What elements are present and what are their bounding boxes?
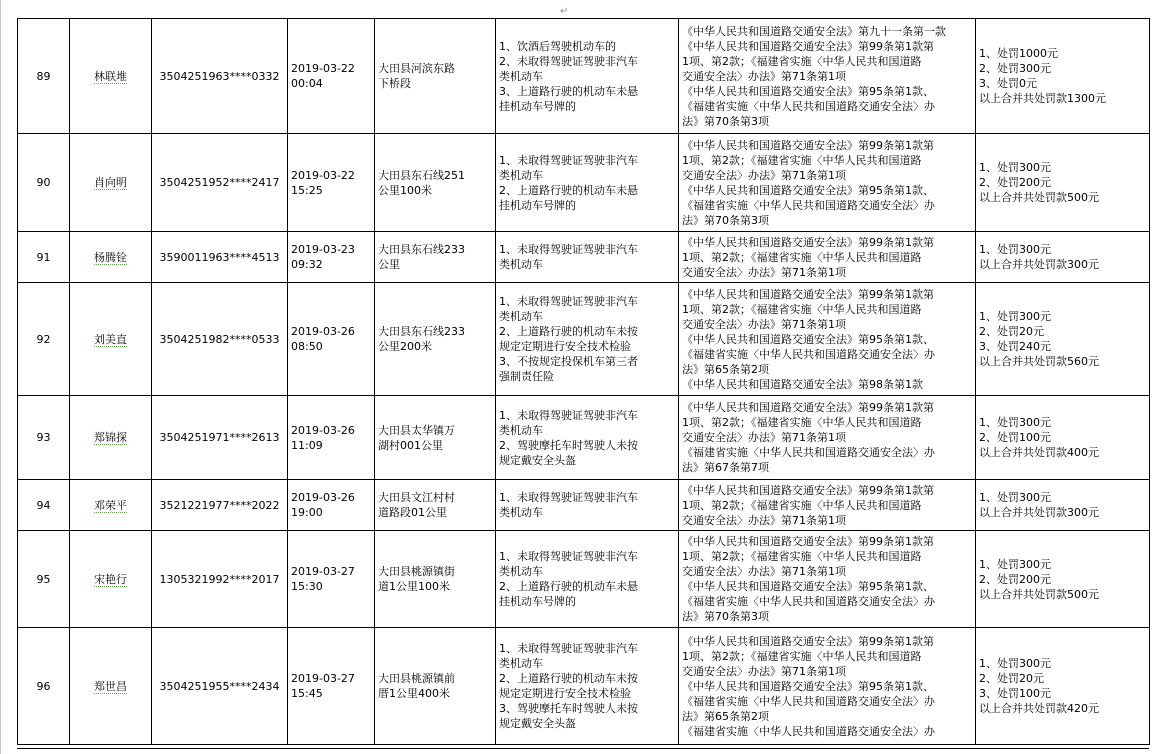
- text-line: 3、处罚240元: [979, 340, 1051, 353]
- text-line: 类机动车: [499, 657, 543, 670]
- text-line: 规定戴安全头盔: [499, 453, 576, 467]
- penalty-decision: [976, 283, 1150, 396]
- penalty-decision: [976, 396, 1150, 480]
- text-line: 1、处罚300元: [979, 491, 1051, 504]
- violation-place: [375, 232, 496, 283]
- legal-basis: [679, 134, 976, 232]
- text-line: 规定定期进行安全技术检验: [499, 340, 631, 353]
- row-number-text: 95: [36, 572, 51, 586]
- text-line: 《福建省实施〈中华人民共和国道路交通安全法〉办: [682, 347, 935, 361]
- penalty-table: [17, 18, 1150, 745]
- id-number: [152, 531, 288, 628]
- text-line: 厝1公里400米: [378, 687, 450, 700]
- text-line: 1、饮酒后驾驶机动车的: [499, 39, 616, 53]
- paragraph-mark: ↵: [560, 6, 569, 17]
- text-line: 2019-03-26: [291, 491, 355, 504]
- violation-time: [288, 19, 375, 134]
- text-line: 类机动车: [499, 69, 543, 83]
- table-row: [18, 531, 1150, 628]
- person-name: [70, 283, 152, 396]
- table-row: [18, 628, 1150, 745]
- text-line: 以上合并共处罚款420元: [979, 702, 1099, 715]
- table-row: [18, 480, 1150, 531]
- text-line: 公里100米: [378, 183, 432, 197]
- text-line: 《中华人民共和国道路交通安全法》第99条第1款第: [682, 483, 934, 497]
- text-line: 1项、第2款；《福建省实施〈中华人民共和国道路: [682, 153, 922, 167]
- text-line: 大田县太华镇万: [378, 423, 455, 437]
- person-name-text: 郑锦探: [94, 431, 127, 444]
- person-name-text: 杨腾铨: [94, 250, 127, 264]
- text-line: 1项、第2款；《福建省实施〈中华人民共和国道路: [682, 54, 922, 68]
- person-name-text: 郑世昌: [94, 679, 127, 693]
- text-line: 15:45: [291, 687, 323, 700]
- id-number-text: 3504251963****0332: [159, 69, 280, 83]
- violation-acts: [496, 283, 679, 396]
- text-line: 08:50: [291, 340, 323, 353]
- legal-basis: [679, 396, 976, 480]
- row-number: [18, 19, 70, 134]
- id-number-text: 3504251971****2613: [159, 431, 280, 444]
- violation-acts: [496, 232, 679, 283]
- text-line: 2、上道路行驶的机动车未按: [499, 325, 638, 338]
- text-line: 2、处罚20元: [979, 672, 1044, 685]
- id-number: [152, 480, 288, 531]
- text-line: 1、处罚300元: [979, 416, 1051, 429]
- text-line: 1、未取得驾驶证驾驶非汽车: [499, 491, 638, 504]
- text-line: 《中华人民共和国道路交通安全法》第99条第1款第: [682, 287, 934, 301]
- violation-place: [375, 19, 496, 134]
- text-line: 公里200米: [378, 340, 432, 353]
- text-line: 以上合并共处罚款500元: [979, 587, 1099, 601]
- text-line: 交通安全法〉办法》第71条第1项: [682, 565, 846, 578]
- text-line: 以上合并共处罚款400元: [979, 446, 1099, 459]
- text-line: 2、处罚300元: [979, 62, 1051, 75]
- row-number-text: 92: [36, 332, 51, 346]
- text-line: 1项、第2款；《福建省实施〈中华人民共和国道路: [682, 250, 922, 264]
- row-number-text: 94: [36, 498, 51, 512]
- text-line: 1项、第2款；《福建省实施〈中华人民共和国道路: [682, 416, 922, 429]
- text-line: 09:32: [291, 258, 323, 271]
- violation-place: [375, 283, 496, 396]
- text-line: 交通安全法〉办法》第71条第1项: [682, 664, 846, 678]
- text-line: 《中华人民共和国道路交通安全法》第99条第1款第: [682, 138, 934, 152]
- text-line: 1、处罚300元: [979, 243, 1051, 256]
- text-line: 法》第70条第3项: [682, 610, 769, 623]
- row-number: [18, 531, 70, 628]
- violation-place: [375, 531, 496, 628]
- id-number: [152, 628, 288, 745]
- text-line: 《福建省实施〈中华人民共和国道路交通安全法〉办: [682, 99, 935, 113]
- id-number-text: 1305321992****2017: [159, 572, 280, 586]
- text-line: 交通安全法〉办法》第71条第1项: [682, 265, 846, 279]
- text-line: 11:09: [291, 438, 323, 452]
- violation-place: [375, 480, 496, 531]
- text-line: 规定戴安全头盔: [499, 717, 576, 730]
- table-row: [18, 134, 1150, 232]
- table-row: [18, 19, 1150, 134]
- text-line: 法》第70条第3项: [682, 213, 769, 227]
- text-line: 《中华人民共和国道路交通安全法》第99条第1款第: [682, 39, 934, 53]
- penalty-decision: [976, 628, 1150, 745]
- text-line: 1、未取得驾驶证驾驶非汽车: [499, 408, 638, 422]
- text-line: 法》第70条第3项: [682, 114, 769, 128]
- person-name-text: 邓荣平: [94, 498, 127, 512]
- text-line: 2、上道路行驶的机动车未悬: [499, 580, 638, 593]
- person-name: [70, 531, 152, 628]
- text-line: 2019-03-23: [291, 243, 355, 256]
- text-line: 1、未取得驾驶证驾驶非汽车: [499, 550, 638, 563]
- violation-acts: [496, 531, 679, 628]
- text-line: 《中华人民共和国道路交通安全法》第九十一条第一款: [682, 24, 946, 38]
- person-name: [70, 134, 152, 232]
- id-number: [152, 19, 288, 134]
- text-line: 交通安全法〉办法》第71条第1项: [682, 317, 846, 331]
- person-name: [70, 628, 152, 745]
- row-number-text: 96: [36, 679, 51, 693]
- text-line: 交通安全法〉办法》第71条第1项: [682, 431, 846, 444]
- penalty-decision: [976, 134, 1150, 232]
- violation-acts: [496, 396, 679, 480]
- text-line: 2019-03-27: [291, 565, 355, 578]
- row-number: [18, 628, 70, 745]
- violation-acts: [496, 134, 679, 232]
- penalty-decision: [976, 232, 1150, 283]
- text-line: 大田县东石线233: [378, 243, 465, 256]
- text-line: 2、处罚200元: [979, 572, 1051, 586]
- text-line: 类机动车: [499, 168, 543, 182]
- id-number: [152, 134, 288, 232]
- text-line: 交通安全法〉办法》第71条第1项: [682, 69, 846, 83]
- text-line: 大田县桃源镇街: [378, 565, 455, 578]
- page-edge-left: [0, 0, 1, 754]
- text-line: 2019-03-27: [291, 672, 355, 685]
- text-line: 交通安全法〉办法》第71条第1项: [682, 168, 846, 182]
- legal-basis: [679, 628, 976, 745]
- text-line: 1、处罚300元: [979, 657, 1051, 670]
- id-number: [152, 283, 288, 396]
- text-line: 《中华人民共和国道路交通安全法》第95条第1款、: [682, 580, 934, 593]
- text-line: 挂机动车号牌的: [499, 198, 576, 212]
- person-name: [70, 232, 152, 283]
- row-number: [18, 480, 70, 531]
- violation-acts: [496, 19, 679, 134]
- text-line: 2、上道路行驶的机动车未按: [499, 672, 638, 685]
- legal-basis: [679, 480, 976, 531]
- person-name-text: 肖向明: [94, 176, 127, 189]
- legal-basis: [679, 283, 976, 396]
- page-bottom-line: [17, 748, 1149, 749]
- text-line: 《中华人民共和国道路交通安全法》第95条第1款、: [682, 183, 934, 197]
- row-number-text: 93: [36, 431, 51, 444]
- text-line: 00:04: [291, 77, 323, 90]
- text-line: 3、处罚0元: [979, 77, 1037, 90]
- text-line: 《福建省实施〈中华人民共和国道路交通安全法〉办: [682, 724, 935, 738]
- text-line: 1、处罚1000元: [979, 47, 1058, 60]
- violation-acts: [496, 480, 679, 531]
- text-line: 2019-03-26: [291, 423, 355, 437]
- text-line: 1项、第2款；《福建省实施〈中华人民共和国道路: [682, 302, 922, 316]
- text-line: 1项、第2款；《福建省实施〈中华人民共和国道路: [682, 498, 922, 512]
- text-line: 《福建省实施〈中华人民共和国道路交通安全法〉办: [682, 198, 935, 212]
- text-line: 《中华人民共和国道路交通安全法》第95条第1款、: [682, 679, 934, 693]
- text-line: 《福建省实施〈中华人民共和国道路交通安全法〉办: [682, 595, 935, 608]
- text-line: 法》第65条第2项: [682, 362, 769, 376]
- text-line: 1、处罚300元: [979, 161, 1051, 174]
- text-line: 湖村001公里: [378, 438, 443, 452]
- text-line: 大田县桃源镇前: [378, 672, 455, 685]
- text-line: 道路段01公里: [378, 506, 447, 519]
- violation-time: [288, 531, 375, 628]
- text-line: 《中华人民共和国道路交通安全法》第99条第1款第: [682, 634, 934, 648]
- text-line: 2、处罚200元: [979, 176, 1051, 189]
- table-row: [18, 232, 1150, 283]
- legal-basis: [679, 19, 976, 134]
- person-name: [70, 480, 152, 531]
- text-line: 以上合并共处罚款500元: [979, 191, 1099, 204]
- text-line: 《中华人民共和国道路交通安全法》第99条第1款第: [682, 535, 934, 548]
- id-number: [152, 396, 288, 480]
- violation-time: [288, 134, 375, 232]
- penalty-decision: [976, 19, 1150, 134]
- text-line: 以上合并共处罚款300元: [979, 506, 1099, 519]
- violation-time: [288, 628, 375, 745]
- row-number: [18, 396, 70, 480]
- text-line: 类机动车: [499, 310, 543, 323]
- text-line: 2、处罚20元: [979, 325, 1044, 338]
- id-number-text: 3504251952****2417: [159, 176, 280, 189]
- text-line: 《中华人民共和国道路交通安全法》第98条第1款: [682, 377, 923, 391]
- row-number: [18, 283, 70, 396]
- text-line: 2、未取得驾驶证驾驶非汽车: [499, 54, 638, 68]
- text-line: 以上合并共处罚款1300元: [979, 92, 1106, 105]
- violation-place: [375, 396, 496, 480]
- text-line: 2019-03-22: [291, 168, 355, 182]
- id-number: [152, 232, 288, 283]
- text-line: 2、驾驶摩托车时驾驶人未按: [499, 438, 638, 452]
- text-line: 法》第65条第2项: [682, 709, 769, 723]
- violation-place: [375, 628, 496, 745]
- row-number: [18, 232, 70, 283]
- text-line: 类机动车: [499, 565, 543, 578]
- text-line: 规定定期进行安全技术检验: [499, 687, 631, 700]
- text-line: 《中华人民共和国道路交通安全法》第99条第1款第: [682, 401, 934, 414]
- row-number-text: 90: [36, 176, 51, 189]
- text-line: 2019-03-22: [291, 62, 355, 75]
- violation-time: [288, 283, 375, 396]
- text-line: 道1公里100米: [378, 580, 450, 593]
- text-line: 以上合并共处罚款300元: [979, 258, 1099, 271]
- text-line: 交通安全法〉办法》第71条第1项: [682, 513, 846, 527]
- text-line: 挂机动车号牌的: [499, 595, 576, 608]
- text-line: 1、未取得驾驶证驾驶非汽车: [499, 642, 638, 655]
- text-line: 大田县文江村村: [378, 491, 455, 504]
- id-number-text: 3504251982****0533: [159, 332, 280, 346]
- text-line: 《福建省实施〈中华人民共和国道路交通安全法〉办: [682, 446, 935, 459]
- text-line: 强制责任险: [499, 370, 554, 383]
- table-row: [18, 283, 1150, 396]
- text-line: 法》第67条第7项: [682, 461, 769, 474]
- row-number: [18, 134, 70, 232]
- text-line: 2、上道路行驶的机动车未悬: [499, 183, 638, 197]
- text-line: 1、处罚300元: [979, 310, 1051, 323]
- text-line: 类机动车: [499, 423, 543, 437]
- text-line: 公里: [378, 258, 400, 271]
- text-line: 2、处罚100元: [979, 431, 1051, 444]
- text-line: 3、处罚100元: [979, 687, 1051, 700]
- id-number-text: 3504251955****2434: [159, 679, 280, 693]
- row-number-text: 89: [36, 69, 51, 83]
- person-name-text: 刘美直: [94, 332, 127, 346]
- table-row: [18, 396, 1150, 480]
- violation-time: [288, 232, 375, 283]
- text-line: 《中华人民共和国道路交通安全法》第95条第1款、: [682, 332, 934, 346]
- penalty-decision: [976, 531, 1150, 628]
- text-line: 15:30: [291, 580, 323, 593]
- legal-basis: [679, 232, 976, 283]
- text-line: 大田县东石线251: [378, 168, 465, 182]
- text-line: 以上合并共处罚款560元: [979, 355, 1099, 368]
- text-line: 1项、第2款；《福建省实施〈中华人民共和国道路: [682, 649, 922, 663]
- violation-place: [375, 134, 496, 232]
- text-line: 15:25: [291, 183, 323, 197]
- text-line: 挂机动车号牌的: [499, 99, 576, 113]
- text-line: 2019-03-26: [291, 325, 355, 338]
- text-line: 3、不按规定投保机车第三者: [499, 355, 638, 368]
- text-line: 《中华人民共和国道路交通安全法》第95条第1款、: [682, 84, 934, 98]
- text-line: 类机动车: [499, 258, 543, 271]
- text-line: 1、未取得驾驶证驾驶非汽车: [499, 295, 638, 308]
- person-name: [70, 396, 152, 480]
- text-line: 《中华人民共和国道路交通安全法》第99条第1款第: [682, 235, 934, 249]
- text-line: 《福建省实施〈中华人民共和国道路交通安全法〉办: [682, 694, 935, 708]
- person-name-text: 宋艳行: [94, 572, 127, 586]
- legal-basis: [679, 531, 976, 628]
- row-number-text: 91: [36, 250, 51, 264]
- text-line: 1、处罚300元: [979, 557, 1051, 571]
- violation-time: [288, 396, 375, 480]
- person-name-text: 林联堆: [94, 69, 127, 83]
- text-line: 类机动车: [499, 506, 543, 519]
- text-line: 大田县东石线233: [378, 325, 465, 338]
- violation-time: [288, 480, 375, 531]
- text-line: 下桥段: [378, 77, 411, 90]
- text-line: 3、上道路行驶的机动车未悬: [499, 84, 638, 98]
- penalty-decision: [976, 480, 1150, 531]
- id-number-text: 3590011963****4513: [159, 250, 280, 264]
- text-line: 19:00: [291, 506, 323, 519]
- text-line: 大田县河滨东路: [378, 62, 455, 75]
- text-line: 3、驾驶摩托车时驾驶人未按: [499, 702, 638, 715]
- text-line: 1、未取得驾驶证驾驶非汽车: [499, 243, 638, 256]
- violation-acts: [496, 628, 679, 745]
- text-line: 1项、第2款；《福建省实施〈中华人民共和国道路: [682, 550, 922, 563]
- person-name: [70, 19, 152, 134]
- text-line: 1、未取得驾驶证驾驶非汽车: [499, 153, 638, 167]
- id-number-text: 3521221977****2022: [159, 498, 280, 512]
